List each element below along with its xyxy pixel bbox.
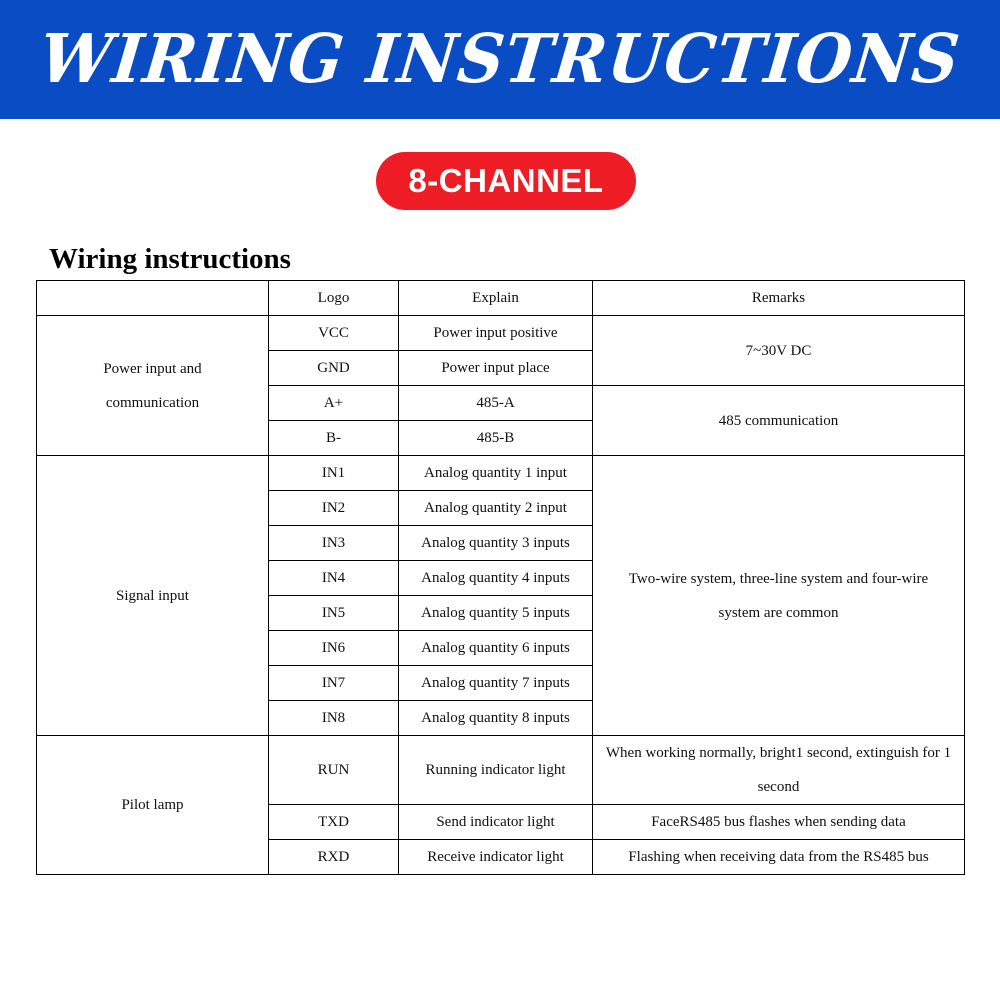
logo-cell: IN3 — [269, 526, 399, 561]
explain-cell: Analog quantity 8 inputs — [399, 701, 593, 736]
logo-cell: VCC — [269, 316, 399, 351]
explain-cell: Power input place — [399, 351, 593, 386]
logo-cell: B- — [269, 421, 399, 456]
group-power: Power input and communication — [37, 316, 269, 456]
logo-cell: RXD — [269, 840, 399, 875]
header-cell-blank — [37, 281, 269, 316]
logo-cell: IN8 — [269, 701, 399, 736]
group-pilot: Pilot lamp — [37, 736, 269, 875]
logo-cell: IN1 — [269, 456, 399, 491]
header-banner — [0, 0, 1000, 119]
logo-cell: IN5 — [269, 596, 399, 631]
explain-cell: Send indicator light — [399, 805, 593, 840]
header-cell-remarks: Remarks — [593, 281, 965, 316]
explain-cell: Analog quantity 3 inputs — [399, 526, 593, 561]
remarks-txd: FaceRS485 bus flashes when sending data — [593, 805, 965, 840]
group-signal: Signal input — [37, 456, 269, 736]
explain-cell: Analog quantity 6 inputs — [399, 631, 593, 666]
explain-cell: Power input positive — [399, 316, 593, 351]
remarks-rxd: Flashing when receiving data from the RS485 bus — [593, 840, 965, 875]
explain-cell: Running indicator light — [399, 736, 593, 805]
explain-cell: Analog quantity 7 inputs — [399, 666, 593, 701]
logo-cell: A+ — [269, 386, 399, 421]
explain-cell: 485-B — [399, 421, 593, 456]
banner-title: WIRING INSTRUCTIONS — [36, 20, 964, 99]
explain-cell: Analog quantity 1 input — [399, 456, 593, 491]
logo-cell: IN6 — [269, 631, 399, 666]
table-header-row — [37, 281, 965, 316]
logo-cell: RUN — [269, 736, 399, 805]
explain-cell: Receive indicator light — [399, 840, 593, 875]
explain-cell: Analog quantity 5 inputs — [399, 596, 593, 631]
remarks-run: When working normally, bright1 second, extinguish for 1 second — [593, 736, 965, 805]
header-cell-explain: Explain — [399, 281, 593, 316]
remarks-power: 7~30V DC — [593, 316, 965, 386]
logo-cell: TXD — [269, 805, 399, 840]
logo-cell: IN7 — [269, 666, 399, 701]
remarks-comm: 485 communication — [593, 386, 965, 456]
section-title: Wiring instructions — [49, 243, 291, 275]
explain-cell: Analog quantity 4 inputs — [399, 561, 593, 596]
explain-cell: 485-A — [399, 386, 593, 421]
table-row — [37, 736, 965, 805]
logo-cell: GND — [269, 351, 399, 386]
wiring-table — [36, 280, 965, 875]
header-cell-logo: Logo — [269, 281, 399, 316]
channel-badge: 8-CHANNEL — [376, 152, 636, 210]
table-row — [37, 456, 965, 491]
explain-cell: Analog quantity 2 input — [399, 491, 593, 526]
logo-cell: IN2 — [269, 491, 399, 526]
remarks-signal: Two-wire system, three-line system and four-wire system are common — [593, 456, 965, 736]
table-row — [37, 316, 965, 351]
logo-cell: IN4 — [269, 561, 399, 596]
